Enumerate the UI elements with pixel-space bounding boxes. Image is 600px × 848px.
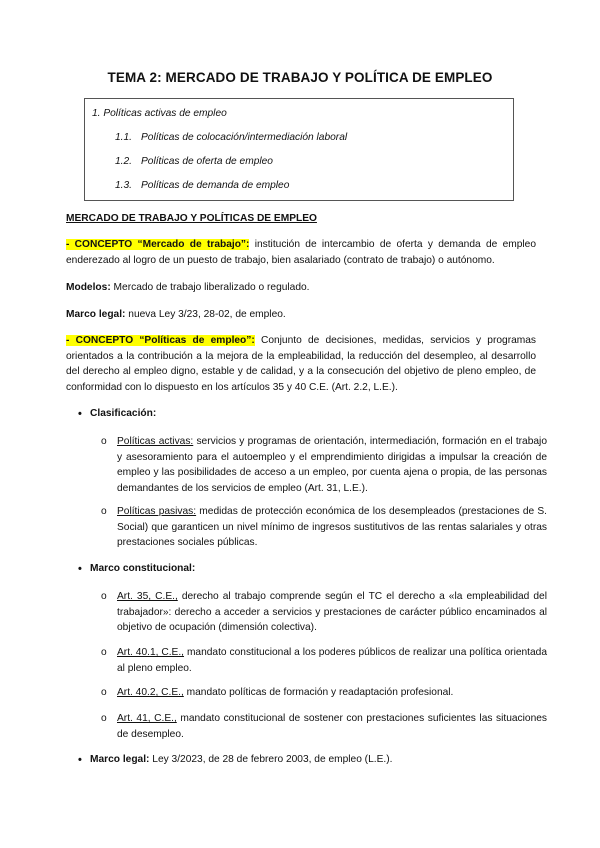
bullet-icon: • bbox=[78, 408, 82, 420]
circle-bullet-icon: o bbox=[101, 647, 107, 658]
concepto-politicas-label: - CONCEPTO “Políticas de empleo”: bbox=[66, 335, 255, 346]
section-title: MERCADO DE TRABAJO Y POLÍTICAS DE EMPLEO bbox=[66, 213, 317, 224]
page-title: TEMA 2: MERCADO DE TRABAJO Y POLÍTICA DE EMPLEO bbox=[107, 70, 493, 85]
toc-item bbox=[115, 132, 347, 143]
table-of-contents bbox=[84, 98, 514, 201]
toc-item-number: 1.2. bbox=[115, 156, 132, 167]
article-text: mandato constitucional a los poderes públicos de realizar una política orientada al pleno empleo. bbox=[117, 647, 547, 674]
concepto-politicas-paragraph bbox=[66, 333, 536, 395]
toc-item bbox=[115, 156, 273, 167]
clasificacion-heading bbox=[78, 408, 157, 420]
marco-legal-2-item bbox=[78, 754, 393, 766]
marco-legal-label: Marco legal: bbox=[66, 309, 126, 320]
clasificacion-item bbox=[101, 434, 547, 496]
circle-bullet-icon: o bbox=[101, 687, 107, 698]
clasificacion-label: Clasificación: bbox=[90, 408, 157, 419]
clasificacion-text: medidas de protección económica de los desempleados (prestaciones de S. Social) que garanticen un nivel mínimo de ingresos sustitutivos de las rentas salariales y otras prestaciones sociales públicas. bbox=[117, 506, 547, 549]
modelos-text: Mercado de trabajo liberalizado o regulado. bbox=[110, 282, 310, 293]
modelos-label: Modelos: bbox=[66, 282, 111, 293]
marco-constitucional-label: Marco constitucional: bbox=[90, 563, 196, 574]
toc-item-label: Políticas de colocación/intermediación laboral bbox=[141, 132, 348, 143]
toc-item-label: Políticas de oferta de empleo bbox=[141, 156, 273, 167]
article-term: Art. 40.1, C.E., bbox=[117, 647, 185, 658]
toc-item bbox=[115, 180, 289, 191]
concepto-mercado-text: institución de intercambio de oferta y demanda de empleo enderezado al logro de un puesto de trabajo, bien asalariado (contrato de trabajo) o autónomo. bbox=[66, 239, 536, 266]
circle-bullet-icon: o bbox=[101, 591, 107, 602]
article-text: derecho al trabajo comprende según el TC el derecho a «la empleabilidad del trabajador»: derecho a acceder a servicios y prestaciones de carácter público encaminados al objetivo de ocupación (dimensión colectiva). bbox=[117, 591, 547, 634]
circle-bullet-icon: o bbox=[101, 506, 107, 517]
article-text: mandato constitucional de sostener con prestaciones suficientes las situaciones de desempleo. bbox=[117, 713, 547, 740]
clasificacion-term: Políticas pasivas: bbox=[117, 506, 197, 517]
clasificacion-text: servicios y programas de orientación, intermediación, formación en el trabajo y asesoramiento para el autoempleo y el emprendimiento dirigidas a impulsar la creación de empleo y las posibilidades de acceso a un empleo, por cuenta ajena o propia, de las personas demandantes de los servicios de empleo (Art. 31, L.E.). bbox=[117, 436, 547, 494]
clasificacion-term: Políticas activas: bbox=[117, 436, 194, 447]
bullet-icon: • bbox=[78, 563, 82, 575]
concepto-politicas-text: Conjunto de decisiones, medidas, servicios y programas orientados a la contribución a la mejora de la empleabilidad, la reducción del desempleo, al desarrollo del derecho al empleo digno, estable y de calidad, y a la consecución del objetivo de pleno empleo, de conformidad con lo dispuesto en los artículos 35 y 40 C.E. (Art. 2.2, L.E.). bbox=[66, 335, 536, 393]
toc-main-item: 1. Políticas activas de empleo bbox=[92, 108, 227, 119]
article-text: mandato políticas de formación y readaptación profesional. bbox=[183, 687, 454, 698]
marco-legal-2-text: Ley 3/2023, de 28 de febrero 2003, de empleo (L.E.). bbox=[149, 754, 393, 765]
marco-constitucional-heading bbox=[78, 563, 196, 575]
modelos-paragraph bbox=[66, 280, 536, 296]
toc-item-number: 1.1. bbox=[115, 132, 132, 143]
marco-constitucional-item bbox=[101, 589, 547, 636]
marco-constitucional-item bbox=[101, 711, 547, 742]
circle-bullet-icon: o bbox=[101, 436, 107, 447]
concepto-mercado-paragraph bbox=[66, 237, 536, 268]
circle-bullet-icon: o bbox=[101, 713, 107, 724]
article-term: Art. 35, C.E., bbox=[117, 591, 178, 602]
clasificacion-item bbox=[101, 504, 547, 551]
marco-legal-2-label: Marco legal: bbox=[90, 754, 150, 765]
concepto-mercado-label: - CONCEPTO “Mercado de trabajo”: bbox=[66, 239, 250, 250]
marco-constitucional-item bbox=[101, 685, 547, 701]
marco-legal-paragraph bbox=[66, 307, 536, 323]
marco-constitucional-item bbox=[101, 645, 547, 676]
marco-legal-text: nueva Ley 3/23, 28-02, de empleo. bbox=[125, 309, 286, 320]
article-term: Art. 41, C.E., bbox=[117, 713, 177, 724]
article-term: Art. 40.2, C.E., bbox=[117, 687, 184, 698]
toc-item-number: 1.3. bbox=[115, 180, 132, 191]
bullet-icon: • bbox=[78, 754, 82, 766]
toc-item-label: Políticas de demanda de empleo bbox=[141, 180, 290, 191]
